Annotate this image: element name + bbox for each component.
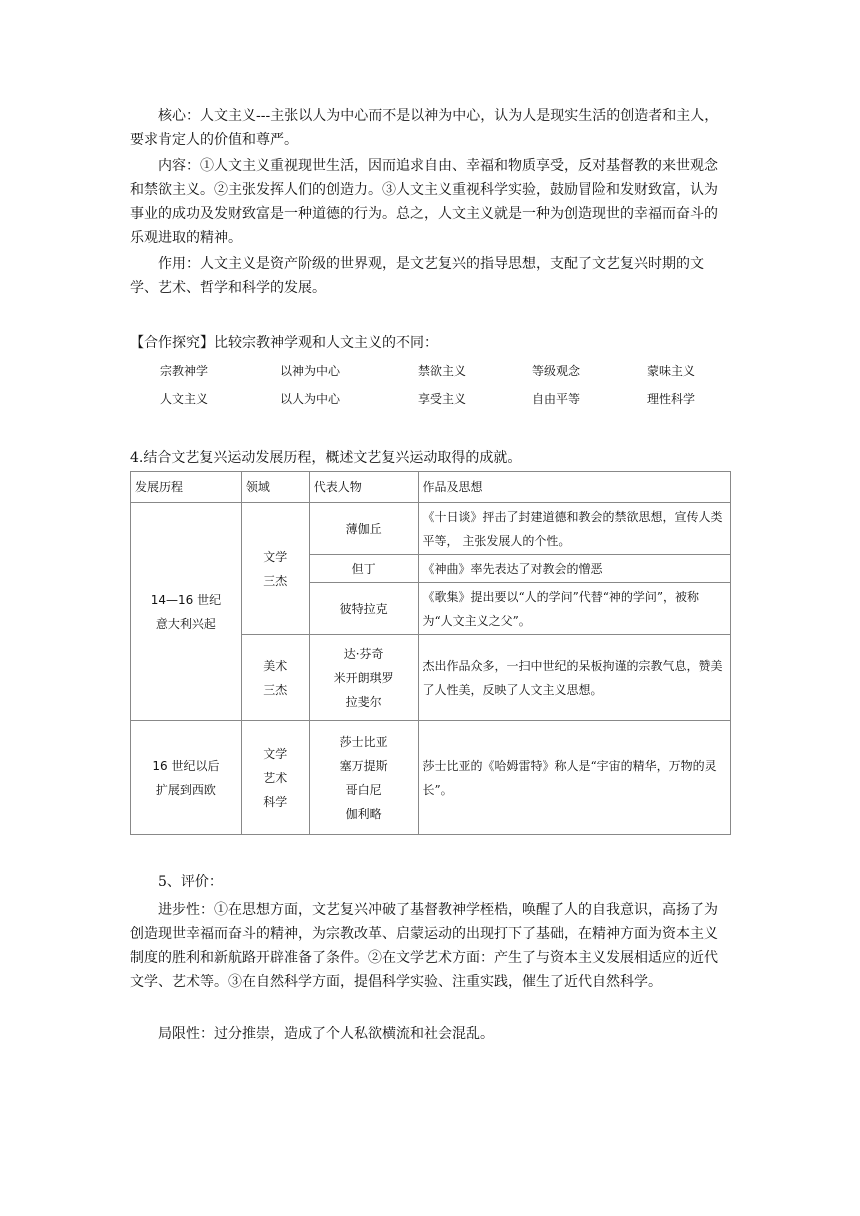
evaluation-title: 5、评价： xyxy=(158,874,223,890)
field-mixed xyxy=(241,721,309,835)
stage-region: 意大利兴起 xyxy=(155,616,216,631)
figure-petrarch: 彼特拉克 xyxy=(309,583,418,635)
comparison-cell: 自由平等 xyxy=(532,392,581,406)
comparison-cell: 人文主义 xyxy=(160,392,209,406)
work-dante: 《神曲》率先表达了对教会的憎恶 xyxy=(418,555,730,583)
comparison-cell: 理性科学 xyxy=(647,392,696,406)
work-art: 杰出作品众多，一扫中世纪的呆板拘谨的宗教气息，赞美了人性美，反映了人文主义思想。 xyxy=(418,635,730,721)
field-line: 美术 xyxy=(263,658,288,673)
effect-paragraph: 作用：人文主义是资产阶级的世界观，是文艺复兴的指导思想，支配了文艺复兴时期的文学、艺术、哲学和科学的发展。 xyxy=(130,256,704,296)
figure-boccaccio: 薄伽丘 xyxy=(309,503,418,555)
header-figures: 代表人物 xyxy=(309,472,418,503)
table-row xyxy=(131,503,731,555)
question4-title: 4.结合文艺复兴运动发展历程，概述文艺复兴运动取得的成就。 xyxy=(130,450,522,466)
header-stage: 发展历程 xyxy=(131,472,242,503)
figures-west xyxy=(309,721,418,835)
figure-name: 伽利略 xyxy=(345,806,382,821)
header-field: 领域 xyxy=(241,472,309,503)
figure-name: 塞万提斯 xyxy=(339,758,388,773)
work-west: 莎士比亚的《哈姆雷特》称人是“宇宙的精华，万物的灵长”。 xyxy=(418,721,730,835)
figure-dante: 但丁 xyxy=(309,555,418,583)
cooperation-title: 【合作探究】比较宗教神学观和人文主义的不同： xyxy=(130,335,438,351)
table-header-row xyxy=(131,472,731,503)
comparison-cell: 禁欲主义 xyxy=(418,364,467,378)
header-works: 作品及思想 xyxy=(418,472,730,503)
stage-period: 16 世纪以后 xyxy=(152,758,220,773)
comparison-row-humanism xyxy=(130,390,730,410)
field-line: 文学 xyxy=(263,746,288,761)
work-boccaccio: 《十日谈》抨击了封建道德和教会的禁欲思想，宣传人类平等， 主张发展人的个性。 xyxy=(418,503,730,555)
comparison-cell: 宗教神学 xyxy=(160,364,209,378)
stage-period: 14—16 世纪 xyxy=(150,592,222,607)
stage-region: 扩展到西欧 xyxy=(155,782,216,797)
figure-name: 莎士比亚 xyxy=(339,734,388,749)
field-line: 科学 xyxy=(263,794,288,809)
comparison-row-theology xyxy=(130,362,730,382)
core-paragraph: 核心：人文主义---主张以人为中心而不是以神为中心，认为人是现实生活的创造者和主人，要求肯定人的价值和尊严。 xyxy=(130,108,719,148)
limitation-paragraph: 局限性：过分推崇，造成了个人私欲横流和社会混乱。 xyxy=(158,1026,494,1042)
comparison-cell: 以神为中心 xyxy=(280,364,341,378)
figure-name: 米开朗琪罗 xyxy=(333,670,394,685)
field-literature xyxy=(241,503,309,635)
field-line: 三杰 xyxy=(263,573,288,588)
achievements-table xyxy=(130,471,731,835)
stage-italy xyxy=(131,503,242,721)
stage-west-europe xyxy=(131,721,242,835)
figures-art xyxy=(309,635,418,721)
work-petrarch: 《歌集》提出要以“人的学问”代替“神的学问”，被称为“人文主义之父”。 xyxy=(418,583,730,635)
comparison-cell: 等级观念 xyxy=(532,364,581,378)
field-line: 文学 xyxy=(263,549,288,564)
figure-name: 拉斐尔 xyxy=(345,694,382,709)
field-line: 三杰 xyxy=(263,682,288,697)
comparison-cell: 蒙味主义 xyxy=(647,364,696,378)
comparison-cell: 以人为中心 xyxy=(280,392,341,406)
progress-paragraph: 进步性：①在思想方面，文艺复兴冲破了基督教神学桎梏，唤醒了人的自我意识，高扬了为创造现世幸福而奋斗的精神，为宗教改革、启蒙运动的出现打下了基础，在精神方面为资本主义制度的胜利和新航路开辟准备了条件。②在文学艺术方面：产生了与资本主义发展相适应的近代文学、艺术等。③在自然科学方面，提倡科学实验、注重实践，催生了近代自然科学。 xyxy=(130,902,718,990)
content-paragraph: 内容：①人文主义重视现世生活，因而追求自由、幸福和物质享受，反对基督教的来世观念和禁欲主义。②主张发挥人们的创造力。③人文主义重视科学实验，鼓励冒险和发财致富，认为事业的成功及发财致富是一种道德的行为。总之，人文主义就是一种为创造现世的幸福而奋斗的乐观进取的精神。 xyxy=(130,158,718,246)
field-art xyxy=(241,635,309,721)
field-line: 艺术 xyxy=(263,770,288,785)
table-row xyxy=(131,721,731,835)
figure-name: 哥白尼 xyxy=(345,782,382,797)
comparison-cell: 享受主义 xyxy=(418,392,467,406)
figure-name: 达·芬奇 xyxy=(343,646,384,661)
